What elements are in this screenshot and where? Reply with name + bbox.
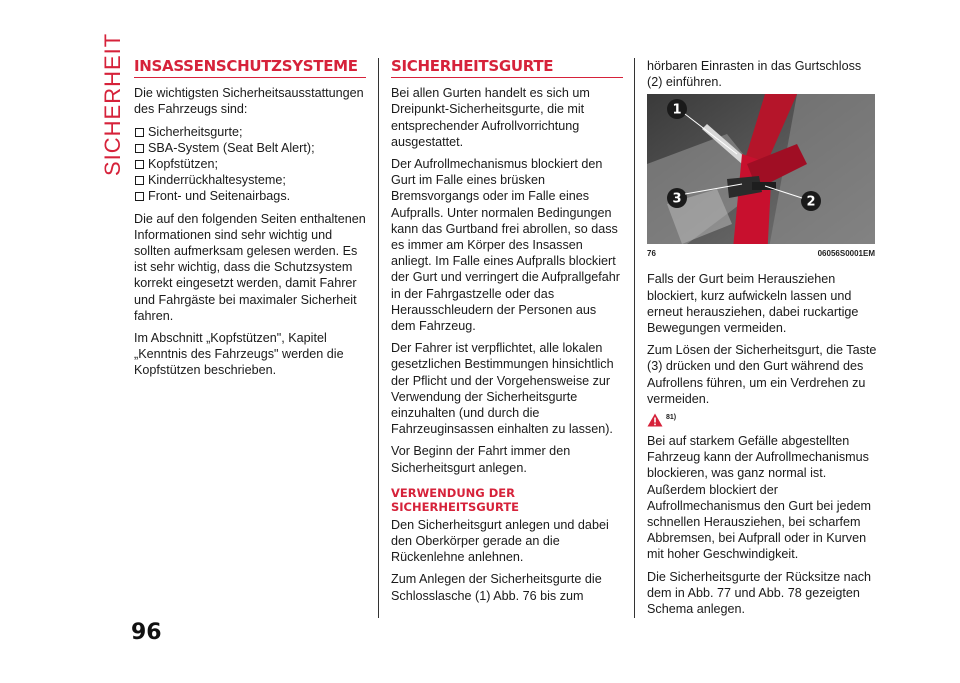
chapter-side-tab: [70, 32, 125, 178]
body-paragraph: Zum Lösen der Sicherheitsgurt, die Taste (3) drücken und den Gurt während des Aufrollens führen, um ein Verdrehen zu vermeiden.: [647, 343, 877, 406]
body-paragraph: Bei allen Gurten handelt es sich um Dreipunkt-Sicherheitsgurte, die mit entsprechender Aufrollvorrichtung ausgestattet.: [391, 86, 590, 149]
chapter-label: SICHERHEIT: [100, 32, 125, 176]
seatbelt-illustration: [647, 94, 875, 259]
body-paragraph: Der Aufrollmechanismus blockiert den Gurt im Falle eines brüsken Bremsvorgangs oder im Falle eines Aufpralls. Unter normalen Bedingungen kann das Gurtband frei abrollen, so dass es immer am Körper des Insassen anliegt. Im Falle eines Aufpralls blockiert der Gurt und verringert die Aufprallgefahr in der Fahrgastzelle oder das Herausschleudern der Personen aus dem Fahrzeug.: [391, 157, 620, 334]
body-paragraph: Vor Beginn der Fahrt immer den Sicherheitsgurt anlegen.: [391, 444, 571, 475]
body-paragraph: Bei auf starkem Gefälle abgestellten Fahrzeug kann der Aufrollmechanismus blockieren, was ganz normal ist. Außerdem blockiert der Aufrollmechanismus den Gurt bei jedem schnellen Herausziehen, bei scharfem Abbremsen, bei Aufprall oder in Kurven mit hoher Geschwindigkeit.: [647, 434, 871, 562]
body-paragraph: Die Sicherheitsgurte der Rücksitze nach dem in Abb. 77 und Abb. 78 gezeigten Schema anlegen.: [647, 569, 871, 617]
column-divider: [378, 58, 379, 618]
callout-2: 2: [806, 194, 816, 210]
warning-note: [647, 413, 879, 427]
body-paragraph: hörbaren Einrasten in das Gurtschloss (2) einführen.: [647, 59, 862, 90]
column-1: [134, 58, 366, 385]
column-2: [391, 58, 623, 610]
figure-number: 76: [647, 249, 656, 258]
body-paragraph: Im Abschnitt „Kopfstützen", Kapitel „Kenntnis des Fahrzeugs" werden die Kopfstützen beschrieben.: [134, 331, 344, 378]
body-paragraph: Zum Anlegen der Sicherheitsgurte die Schlosslasche (1) Abb. 76 bis zum: [391, 572, 602, 603]
warning-reference: 81): [666, 413, 677, 421]
column-divider: [634, 58, 635, 618]
safety-feature-list: [134, 124, 366, 205]
body-paragraph: Der Fahrer ist verpflichtet, alle lokalen gesetzlichen Bestimmungen hinsichtlich der Pflicht und der Vorgehensweise zur Verwendung der Sicherheitsgurte einzuhalten (und durch die Fahrzeuginsassen einhalten zu lassen).: [391, 341, 614, 437]
callout-1: 1: [672, 102, 682, 118]
seatbelt-figure: [647, 94, 875, 259]
body-paragraph: Falls der Gurt beim Herausziehen blockiert, kurz aufwickeln lassen und erneut herausziehen, dabei ruckartige Bewegungen vermeiden.: [647, 272, 859, 336]
list-item: Front- und Seitenairbags.: [134, 188, 366, 204]
list-item: Kinderrückhaltesysteme;: [134, 172, 366, 188]
callout-3: 3: [672, 191, 682, 207]
list-item: Sicherheitsgurte;: [134, 124, 366, 140]
figure-caption: [647, 249, 875, 261]
list-item: SBA-System (Seat Belt Alert);: [134, 140, 366, 156]
page-number: 96: [131, 620, 162, 645]
warning-triangle-icon: [647, 413, 663, 427]
body-paragraph: Den Sicherheitsgurt anlegen und dabei den Oberkörper gerade an die Rückenlehne anlehnen.: [391, 517, 609, 565]
intro-paragraph: Die wichtigsten Sicherheitsausstattungen des Fahrzeugs sind:: [134, 86, 364, 117]
section-title-insassenschutz: INSASSENSCHUTZSYSTEME: [134, 58, 366, 78]
section-title-sicherheitsgurte: SICHERHEITSGURTE: [391, 58, 623, 78]
subsection-title-verwendung: VERWENDUNG DER SICHERHEITSGURTE: [391, 485, 520, 514]
list-item: Kopfstützen;: [134, 156, 366, 172]
body-paragraph: Die auf den folgenden Seiten enthaltenen Informationen sind sehr wichtig und sollten aufmerksam gelesen werden. Es ist sehr wichtig, dass die Schutzsystem korrekt eingesetzt werden, damit Fahrer und Fahrgäste bei maximaler Sicherheit fahren.: [134, 211, 366, 323]
figure-code: 06056S0001EM: [817, 249, 875, 258]
